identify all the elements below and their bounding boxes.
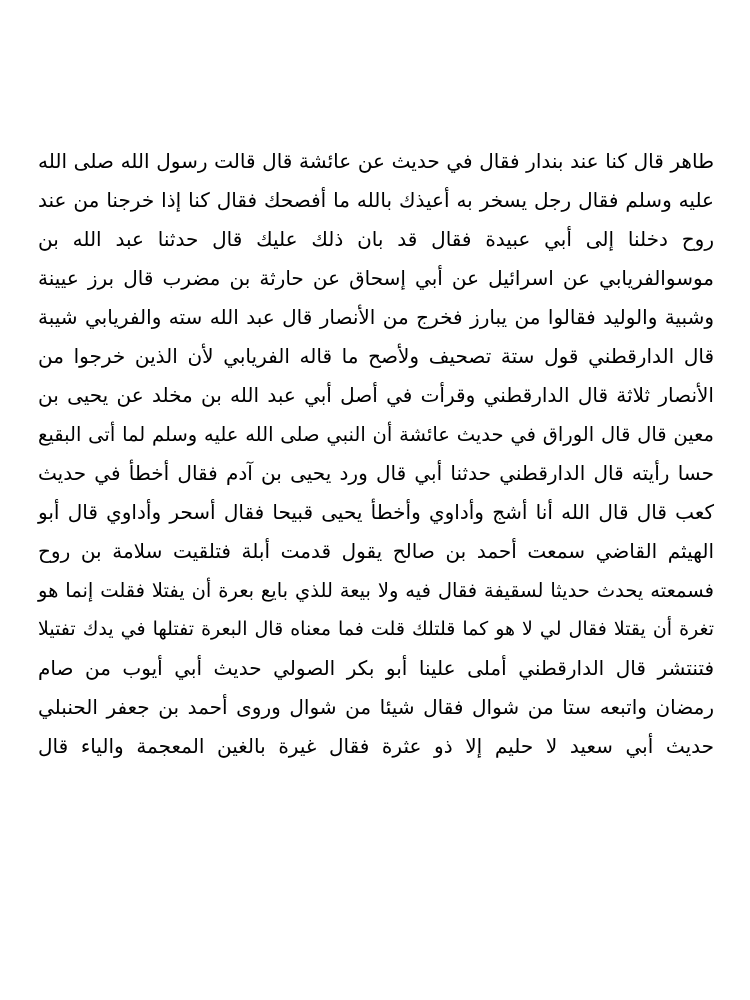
- text-line: كعب قال قال الله أنا أشج وأداوي وأخطأ يحيى قبيحا فقال أسحر وأداوي قال أبو: [38, 500, 714, 524]
- text-line: قال الدارقطني قول ستة تصحيف ولأصح ما قاله الفريابي لأن الذين خرجوا من: [38, 344, 714, 368]
- text-line: موسوالفريابي عن اسرائيل عن أبي إسحاق عن حارثة بن مضرب قال برز عيينة: [38, 266, 714, 290]
- text-line: فسمعته يحدث حديثا لسقيفة فقال فيه ولا بيعة للذي بايع بعرة أن يفتلا فقلت إنما هو: [38, 579, 714, 602]
- text-line: وشبية والوليد فقالوا من يبارز فخرج من الأنصار قال عبد الله سته والفريابي شيبة: [38, 305, 714, 329]
- text-line: معين قال قال الوراق في حديث عائشة أن النبي صلى الله عليه وسلم لما أتى البقيع: [38, 423, 714, 446]
- text-line: فتنتشر قال الدارقطني أملى علينا أبو بكر الصولي حديث أبي أيوب من صام: [38, 656, 714, 680]
- text-line: حسا رأيته قال الدارقطني حدثنا أبي قال ورد يحيى بن آدم فقال أخطأ في حديث: [38, 461, 714, 485]
- text-line: رمضان واتبعه ستا من شوال فقال شيئا من شوال وروى أحمد بن جعفر الحنبلي: [38, 695, 714, 719]
- text-line: روح دخلنا إلى أبي عبيدة فقال قد بان ذلك عليك قال حدثنا عبد الله بن: [38, 227, 714, 251]
- text-line: عليه وسلم فقال رجل يسخر به أعيذك بالله ما أفصحك فقال كنا إذا خرجنا من عند: [38, 188, 714, 212]
- text-line: الهيثم القاضي سمعت أحمد بن صالح يقول قدمت أبلة فتلقيت سلامة بن روح: [38, 539, 714, 563]
- text-line: حديث أبي سعيد لا حليم إلا ذو عثرة فقال غيرة بالغين المعجمة والياء قال: [38, 734, 714, 758]
- text-line: الأنصار ثلاثة قال الدارقطني وقرأت في أصل أبي عبد الله بن مخلد عن يحيى بن: [38, 383, 714, 407]
- arabic-text-block: [38, 142, 714, 766]
- text-line: طاهر قال كنا عند بندار فقال في حديث عن عائشة قال قالت رسول الله صلى الله: [38, 149, 714, 173]
- text-line: تغرة أن يقتلا فقال لي لا هو كما قلتلك قلت فما معناه قال البعرة تفتلها في يدك تفتيلا: [38, 618, 714, 640]
